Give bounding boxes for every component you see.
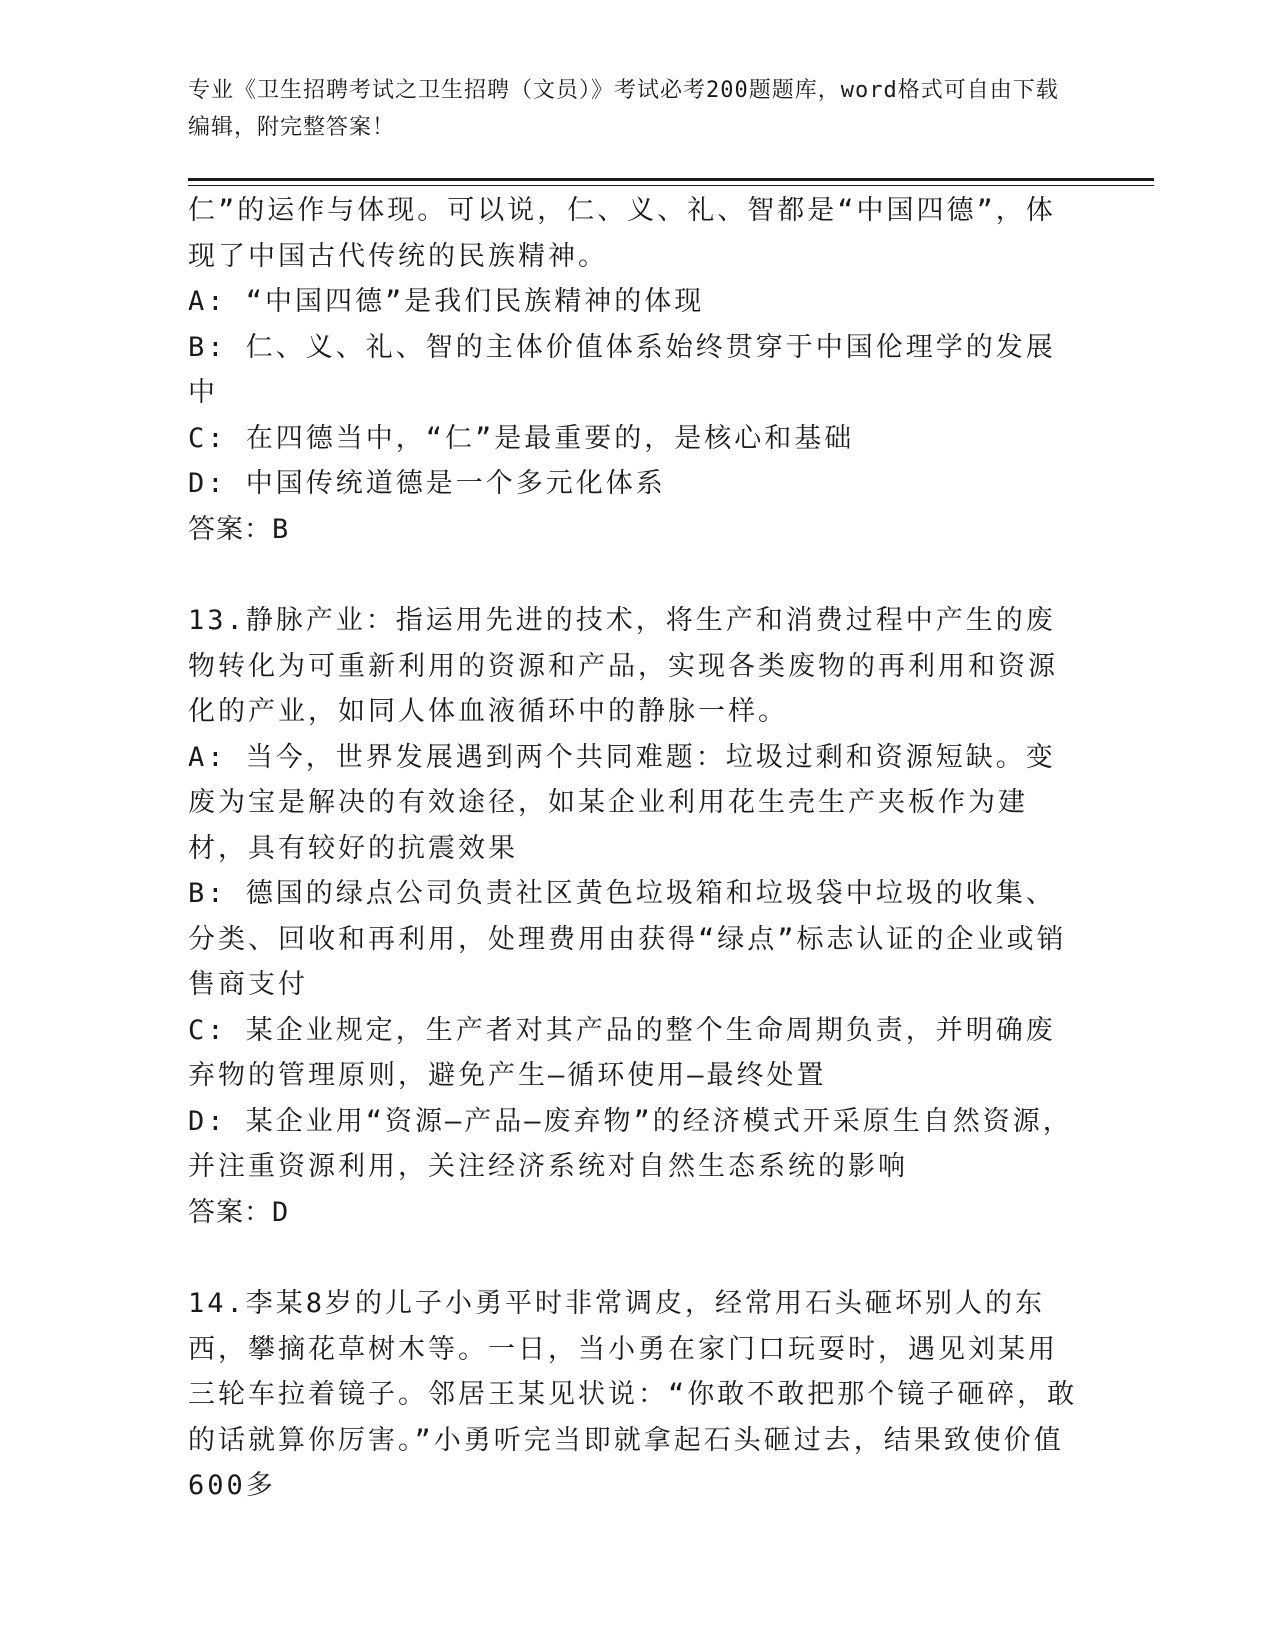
question-12-option-b: B: 仁、义、礼、智的主体价值体系始终贯穿于中国伦理学的发展中	[188, 331, 1056, 408]
spacer	[188, 1235, 1078, 1281]
question-13-stem: 13.静脉产业：指运用先进的技术，将生产和消费过程中产生的废物转化为可重新利用的资源和产品，实现各类废物的再利用和资源化的产业，如同人体血液循环中的静脉一样。	[188, 605, 1058, 727]
header-divider-thick	[188, 178, 1154, 181]
spacer	[188, 552, 1078, 598]
document-body	[188, 188, 1078, 1509]
question-12-option-c: C: 在四德当中，“仁”是最重要的，是核心和基础	[188, 422, 855, 454]
question-12	[188, 188, 1078, 552]
question-13-option-c: C: 某企业规定，生产者对其产品的整个生命周期负责，并明确废弃物的管理原则，避免产生—循环使用—最终处置	[188, 1014, 1056, 1091]
question-14	[188, 1281, 1078, 1509]
question-12-option-a: A: “中国四德”是我们民族精神的体现	[188, 286, 705, 317]
header-text: 专业《卫生招聘考试之卫生招聘（文员）》考试必考200题题库，word格式可自由下载编辑，附完整答案！	[188, 78, 1059, 140]
question-13-option-d: D: 某企业用“资源—产品—废弃物”的经济模式开采原生自然资源，并注重资源利用，关注经济系统对自然生态系统的影响	[188, 1105, 1073, 1182]
question-12-answer: 答案：B	[188, 513, 290, 545]
question-14-stem: 14.李某8岁的儿子小勇平时非常调皮，经常用石头砸坏别人的东西，攀摘花草树木等。一日，当小勇在家门口玩耍时，遇见刘某用三轮车拉着镜子。邻居王某见状说：“你敢不敢把那个镜子砸碎，敢的话就算你厉害。”小勇听完当即就拿起石头砸过去，结果致使价值600多	[188, 1288, 1078, 1501]
question-12-option-d: D: 中国传统道德是一个多元化体系	[188, 468, 666, 499]
question-13-answer: 答案：D	[188, 1196, 290, 1228]
question-13	[188, 598, 1078, 1235]
page-header	[188, 72, 1068, 146]
header-divider-thin	[188, 185, 1154, 186]
question-13-option-a: A: 当今，世界发展遇到两个共同难题：垃圾过剩和资源短缺。变废为宝是解决的有效途径，如某企业利用花生壳生产夹板作为建材，具有较好的抗震效果	[188, 741, 1056, 864]
question-12-stem: 仁”的运作与体现。可以说，仁、义、礼、智都是“中国四德”，体现了中国古代传统的民族精神。	[188, 195, 1056, 272]
question-13-option-b: B: 德国的绿点公司负责社区黄色垃圾箱和垃圾袋中垃圾的收集、分类、回收和再利用，处理费用由获得“绿点”标志认证的企业或销售商支付	[188, 878, 1067, 1000]
